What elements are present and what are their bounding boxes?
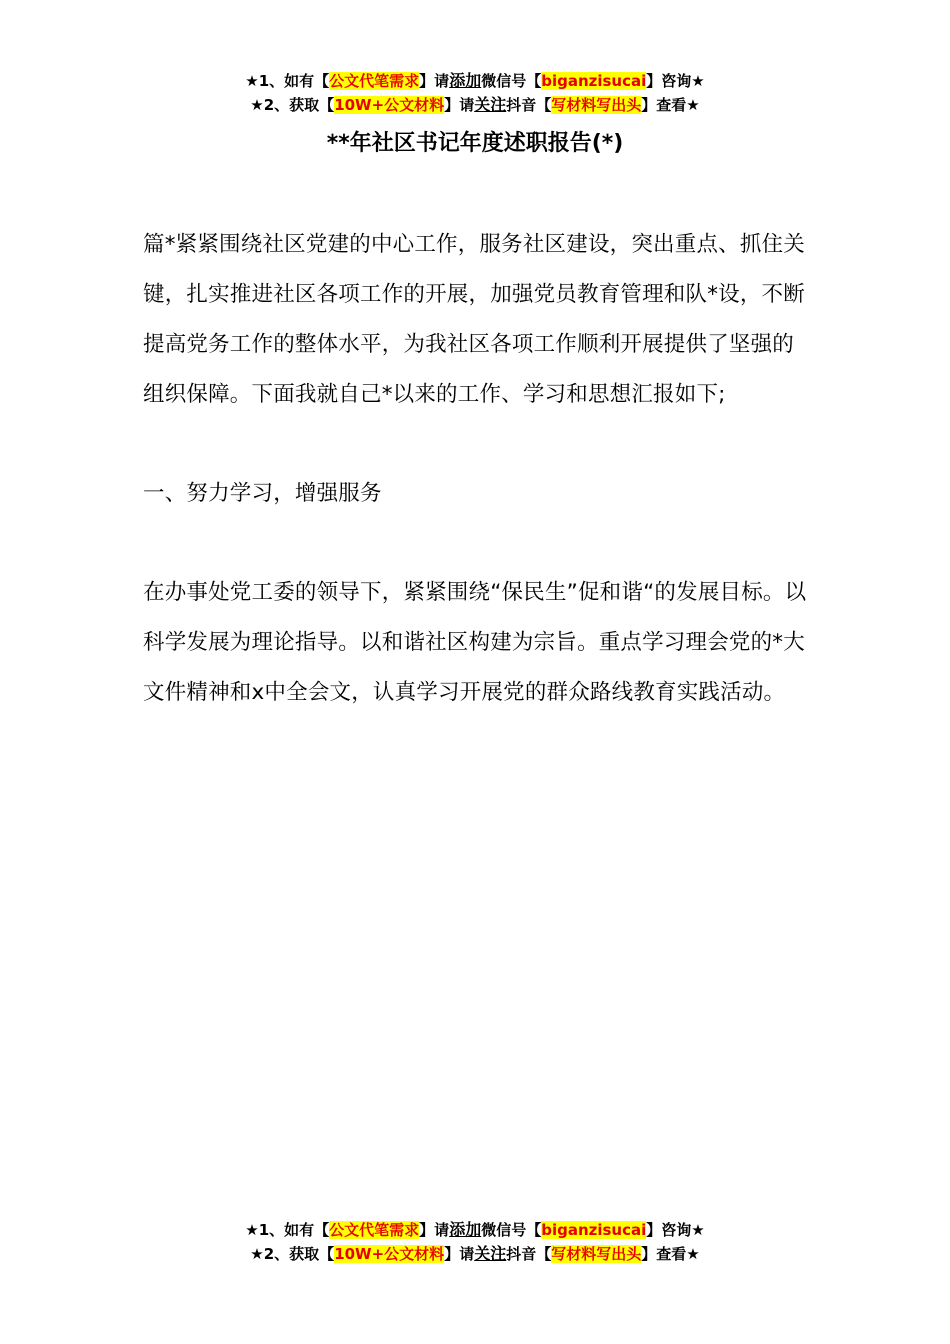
promo-text: ★1、如有【: [245, 72, 330, 90]
promo-text: ★1、如有【: [245, 1221, 330, 1239]
promo-text: 微信号【: [481, 1221, 542, 1239]
promo-underline: 添加: [449, 1220, 482, 1239]
promo-line-2: [0, 1242, 950, 1266]
promo-line-1: [0, 1218, 950, 1242]
promo-highlight: 10W+公文材料: [334, 1245, 445, 1263]
promo-wechat-id: biganzisucai: [541, 72, 647, 90]
promo-text: 】咨询★: [646, 72, 705, 90]
promo-text: 】查看★: [641, 1245, 700, 1263]
promo-footer: [0, 1218, 950, 1266]
promo-line-1: [0, 69, 950, 93]
promo-text: 】请: [444, 1245, 475, 1263]
section-heading-1: 一、努力学习，增强服务: [143, 481, 382, 506]
promo-douyin-name: 写材料写出头: [551, 1245, 642, 1263]
promo-highlight: 10W+公文材料: [334, 96, 445, 114]
promo-text: 】请: [419, 72, 450, 90]
paragraph-section-1: 在办事处党工委的领导下，紧紧围绕“保民生”促和谐“的发展目标。以科学发展为理论指导。以和谐社区构建为宗旨。重点学习理会党的*大文件精神和x中全会文，认真学习开展党的群众路线教育实践活动。: [143, 580, 807, 705]
promo-text: 微信号【: [481, 72, 542, 90]
promo-douyin-name: 写材料写出头: [551, 96, 642, 114]
promo-text: 】查看★: [641, 96, 700, 114]
promo-highlight: 公文代笔需求: [329, 72, 420, 90]
promo-text: 】请: [419, 1221, 450, 1239]
promo-underline: 关注: [474, 95, 507, 114]
promo-text: 】请: [444, 96, 475, 114]
promo-text: 】咨询★: [646, 1221, 705, 1239]
promo-text: ★2、获取【: [250, 1245, 335, 1263]
promo-header: [0, 69, 950, 117]
promo-text: ★2、获取【: [250, 96, 335, 114]
paragraph-intro: 篇*紧紧围绕社区党建的中心工作，服务社区建设，突出重点、抓住关键，扎实推进社区各项工作的开展，加强党员教育管理和队*设，不断提高党务工作的整体水平，为我社区各项工作顺利开展提供了坚强的组织保障。下面我就自己*以来的工作、学习和思想汇报如下;: [143, 232, 805, 407]
promo-highlight: 公文代笔需求: [329, 1221, 420, 1239]
promo-underline: 关注: [474, 1244, 507, 1263]
promo-line-2: [0, 93, 950, 117]
promo-text: 抖音【: [506, 1245, 552, 1263]
promo-underline: 添加: [449, 71, 482, 90]
document-title: **年社区书记年度述职报告(*): [326, 131, 624, 156]
promo-text: 抖音【: [506, 96, 552, 114]
promo-wechat-id: biganzisucai: [541, 1221, 647, 1239]
